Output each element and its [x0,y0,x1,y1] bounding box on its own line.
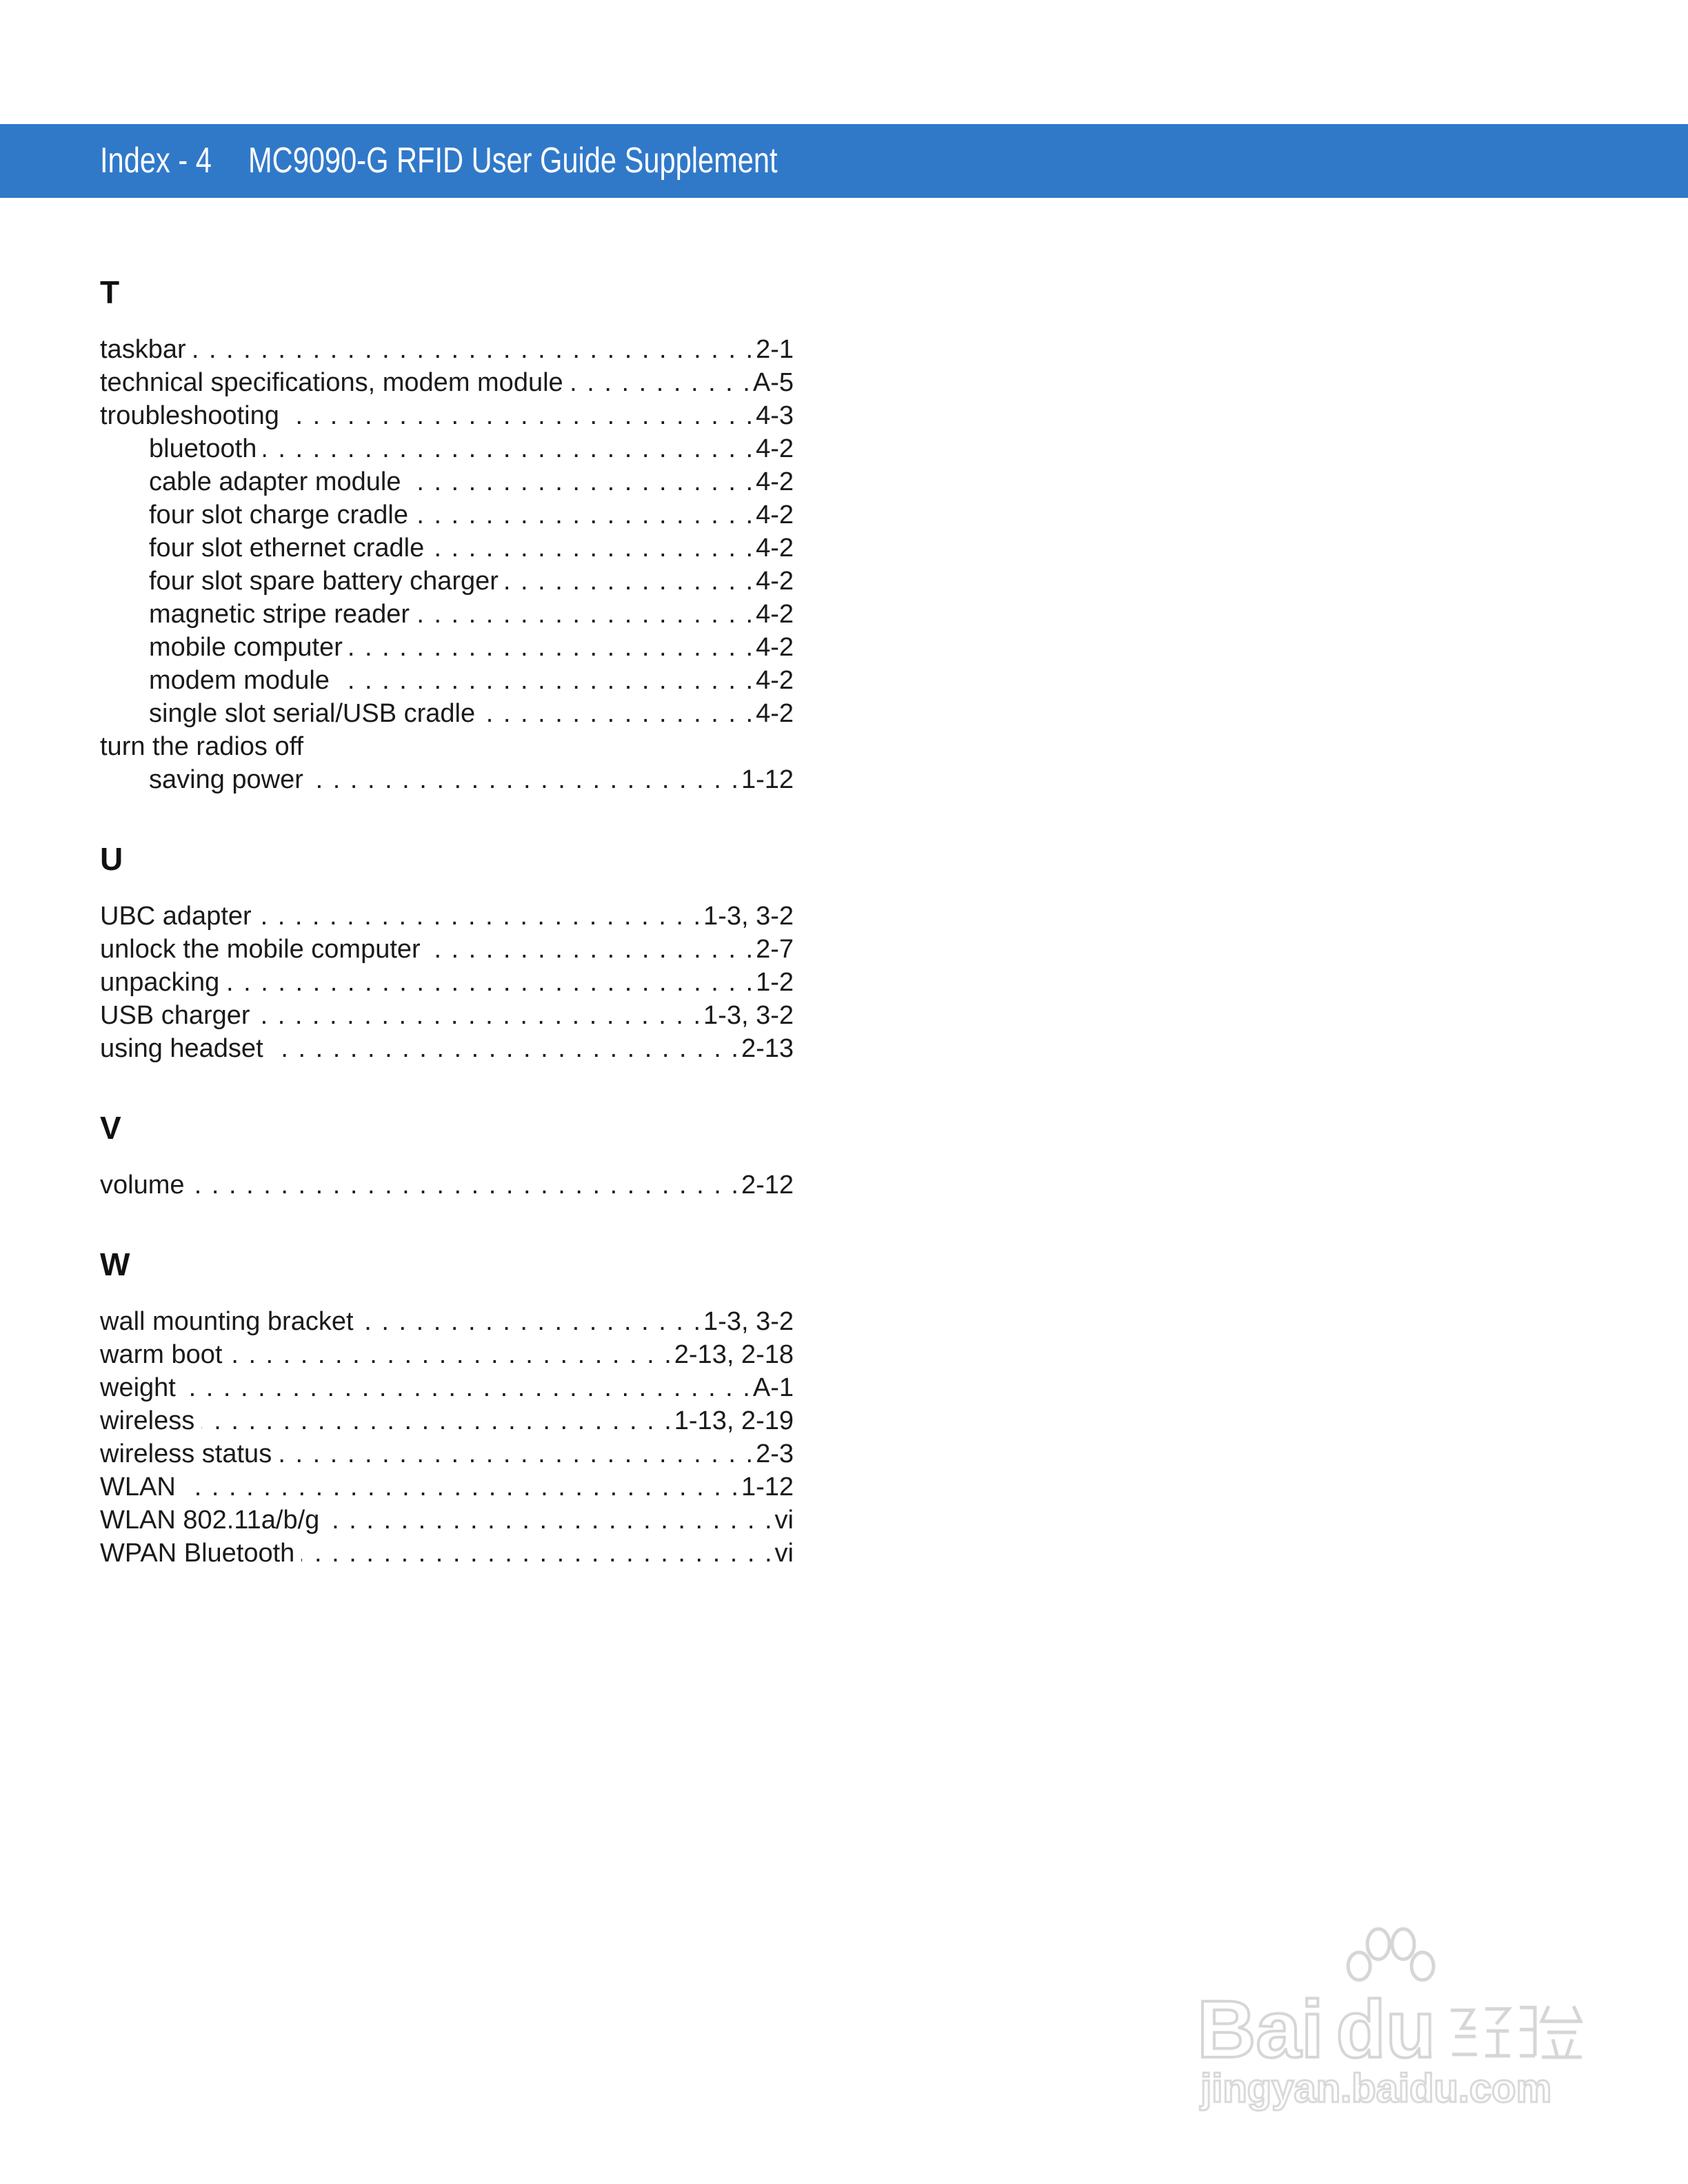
dot-leader [482,697,754,730]
entry-page-ref: vi [774,1539,794,1568]
dot-leader [201,1404,673,1437]
entry-page-ref: 4-2 [756,534,794,563]
entry-term: USB charger [100,1001,250,1030]
dot-leader [226,966,754,999]
dot-leader [326,1504,773,1537]
entry-page-ref: 1-13, 2-19 [674,1406,794,1435]
index-entry [100,1371,794,1404]
index-entry [100,1504,794,1537]
dot-leader [229,1338,672,1371]
dot-leader [183,1371,752,1404]
entry-term: mobile computer [149,633,343,662]
dot-leader [416,598,754,631]
index-subentry [100,763,794,796]
entry-page-ref: 1-3, 3-2 [703,1307,794,1336]
section-letter: U [100,841,123,877]
entry-page-ref: 2-13 [741,1034,794,1063]
index-section-t [100,276,794,796]
index-entry [100,1537,794,1570]
entry-page-ref: 2-1 [756,335,794,364]
entry-term: unpacking [100,968,220,997]
document-title: MC9090-G RFID User Guide Supplement [248,141,778,181]
dot-leader [415,498,754,532]
entry-page-ref: 4-2 [756,666,794,695]
entry-page-ref: 4-2 [756,600,794,629]
entry-term: using headset [100,1034,263,1063]
entry-term: unlock the mobile computer [100,935,421,964]
entry-page-ref: 2-7 [756,935,794,964]
entry-term: WLAN [100,1473,176,1502]
dot-leader [301,1537,773,1570]
dot-leader [192,1169,740,1202]
dot-leader [408,465,754,498]
entry-term: weight [100,1373,176,1402]
entry-page-ref: 4-2 [756,434,794,463]
entry-page-ref: 1-2 [756,968,794,997]
dot-leader [286,399,754,432]
index-entry [100,1305,794,1338]
entry-term: single slot serial/USB cradle [149,699,476,728]
entry-page-ref: 1-3, 3-2 [703,902,794,931]
dot-leader [350,631,754,664]
index-entry [100,730,794,763]
entry-term: modem module [149,666,330,695]
entry-term: turn the radios off [100,732,304,761]
entry-page-ref: A-1 [752,1373,794,1402]
dot-leader [257,999,702,1032]
dot-leader [279,1437,754,1470]
entry-page-ref: 4-2 [756,501,794,529]
entry-term: saving power [149,765,303,794]
dot-leader [270,1032,740,1065]
entry-term: magnetic stripe reader [149,600,410,629]
index-section-u [100,842,794,1065]
entry-term: four slot charge cradle [149,501,408,529]
index-entry [100,966,794,999]
section-letter: V [100,1110,121,1146]
index-column [100,276,794,1570]
index-subentry [100,631,794,664]
index-section-w [100,1248,794,1570]
entry-page-ref: 4-3 [756,401,794,430]
watermark-cjk-logo [1445,2001,1583,2063]
entry-term: four slot spare battery charger [149,567,499,596]
dot-leader [259,900,702,933]
paw-icon [1338,1923,1442,1999]
dot-leader [336,664,754,697]
index-entry [100,1338,794,1371]
index-subentry [100,432,794,465]
dot-leader [428,933,754,966]
index-entry [100,1470,794,1504]
page-label: Index - 4 [100,141,212,181]
watermark-brand-right: du [1336,1984,1436,2075]
page-header-bar [0,124,1688,198]
entry-page-ref: 4-2 [756,633,794,662]
entry-term: UBC adapter [100,902,252,931]
entry-page-ref: 1-12 [741,1473,794,1502]
section-letter: W [100,1246,130,1282]
dot-leader [193,333,754,366]
index-subentry [100,697,794,730]
entry-term: WLAN 802.11a/b/g [100,1506,320,1535]
dot-leader [310,763,740,796]
dot-leader [361,1305,703,1338]
index-entry [100,1169,794,1202]
watermark-brand [1197,1984,1436,2075]
index-entry [100,399,794,432]
dot-leader [183,1470,740,1504]
entry-page-ref: A-5 [752,368,794,397]
index-subentry [100,598,794,631]
index-entry [100,900,794,933]
entry-page-ref: vi [774,1506,794,1535]
index-entry [100,1437,794,1470]
baidu-watermark [1197,1923,1611,2130]
entry-page-ref: 2-13, 2-18 [674,1340,794,1369]
entry-term: taskbar [100,335,186,364]
index-entry [100,333,794,366]
entry-page-ref: 4-2 [756,699,794,728]
entry-term: troubleshooting [100,401,279,430]
dot-leader [505,565,754,598]
index-entry [100,933,794,966]
index-subentry [100,465,794,498]
entry-page-ref: 4-2 [756,567,794,596]
index-entry [100,1404,794,1437]
dot-leader [431,532,754,565]
entry-page-ref: 2-3 [756,1439,794,1468]
entry-term: wireless [100,1406,195,1435]
entry-term: technical specifications, modem module [100,368,563,397]
dot-leader [263,432,754,465]
index-subentry [100,664,794,697]
entry-page-ref: 2-12 [741,1171,794,1200]
index-subentry [100,532,794,565]
index-section-v [100,1111,794,1202]
entry-page-ref: 1-12 [741,765,794,794]
index-entry [100,999,794,1032]
watermark-brand-left: Bai [1197,1984,1324,2075]
entry-term: volume [100,1171,185,1200]
dot-leader [570,366,752,399]
entry-term: four slot ethernet cradle [149,534,425,563]
index-subentry [100,565,794,598]
entry-page-ref: 1-3, 3-2 [703,1001,794,1030]
watermark-url: jingyan.baidu.com [1200,2066,1552,2111]
entry-term: wireless status [100,1439,272,1468]
section-letter: T [100,274,120,310]
entry-term: cable adapter module [149,467,401,496]
entry-term: wall mounting bracket [100,1307,354,1336]
entry-page-ref: 4-2 [756,467,794,496]
entry-term: warm boot [100,1340,223,1369]
index-entry [100,366,794,399]
index-subentry [100,498,794,532]
index-entry [100,1032,794,1065]
entry-term: WPAN Bluetooth [100,1539,295,1568]
entry-term: bluetooth [149,434,257,463]
